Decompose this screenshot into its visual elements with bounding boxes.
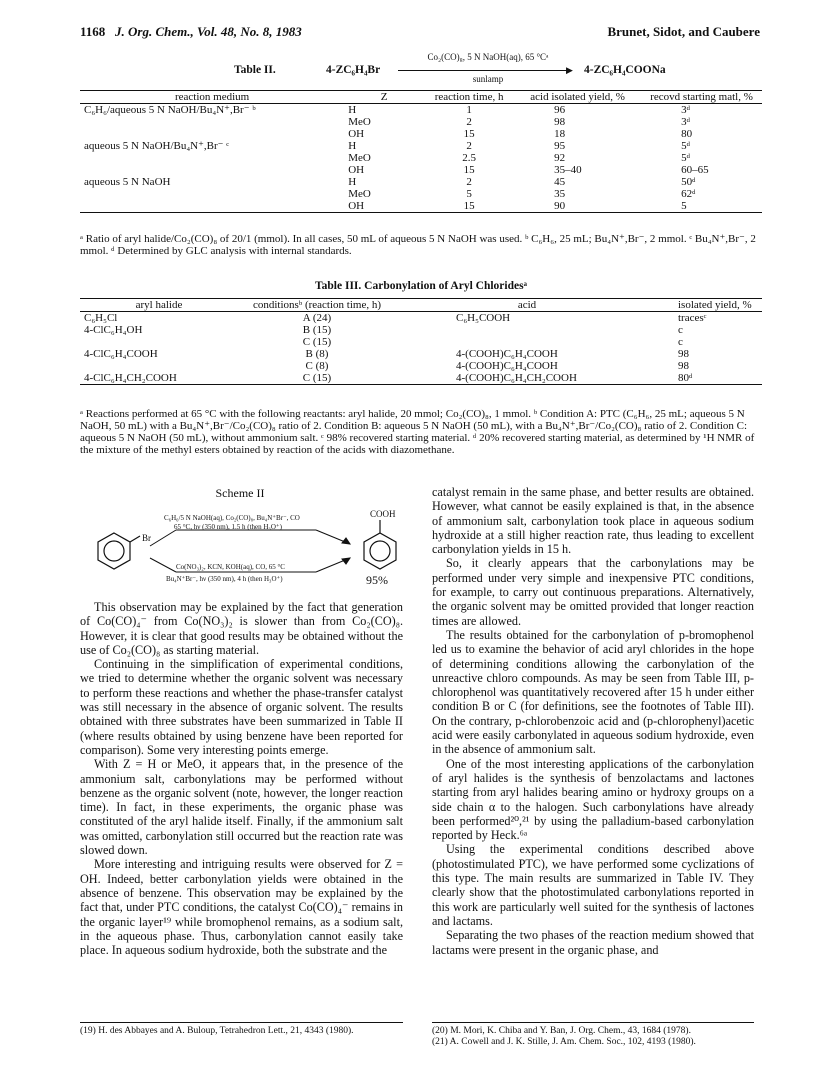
table3-cell: C (15) bbox=[302, 372, 332, 384]
table2-cell: 98 bbox=[554, 116, 566, 128]
scheme-substituent-br: Br bbox=[142, 533, 151, 543]
table2-cell: 5ᵈ bbox=[681, 140, 691, 152]
table3-cell: 4-ClC₆H₄COOH bbox=[84, 348, 158, 360]
table2-cell: 3ᵈ bbox=[681, 104, 691, 116]
table2-cell: 3ᵈ bbox=[681, 116, 691, 128]
table3-cell bbox=[80, 360, 238, 372]
body-paragraph: catalyst remain in the same phase, and better results are obtained. However, what cannot be easily explained is that, in the absence of ammonium salt, carbonylation took place in aqueous sodium hydroxide at a still higher reaction rate, thus leading to excellent carbonylation yields in 15 h. bbox=[432, 485, 754, 557]
table3-cell: C₆H₅COOH bbox=[456, 312, 511, 324]
table2-row bbox=[80, 200, 762, 213]
table2-row bbox=[80, 104, 762, 117]
benzene-ring-right-icon bbox=[364, 520, 396, 569]
table3-cell bbox=[80, 336, 238, 348]
table2-cell: 95 bbox=[554, 140, 566, 152]
table3-row bbox=[80, 348, 762, 360]
table2-cell: 5 bbox=[681, 200, 687, 212]
table3-header: aryl halide bbox=[135, 299, 183, 311]
table3-row bbox=[80, 360, 762, 372]
table2-header: Z bbox=[380, 91, 388, 103]
table2-cell bbox=[80, 188, 344, 200]
scheme2-title: Scheme II bbox=[215, 486, 265, 500]
table2-label: Table II. bbox=[234, 64, 276, 76]
table2-row bbox=[80, 188, 762, 200]
table2 bbox=[80, 90, 762, 213]
reference-entry: (19) H. des Abbayes and A. Buloup, Tetrahedron Lett., 21, 4343 (1980). bbox=[80, 1026, 354, 1036]
table3-row bbox=[80, 312, 762, 325]
table2-footnote: ᵃ Ratio of aryl halide/Co₂(CO)₈ of 20/1 (mmol). In all cases, 50 mL of aqueous 5 N NaOH was used. ᵇ C₆H₆, 25 mL; Bu₄N⁺,Br⁻, 2 mmol. ᶜ Bu₄N⁺,Br⁻, 2 mmol. ᵈ Determined by GLC analysis with internal standards. bbox=[80, 233, 756, 257]
table2-cell bbox=[80, 164, 344, 176]
table2-row bbox=[80, 140, 762, 152]
table3 bbox=[80, 298, 762, 385]
table3-cell: 4-ClC₆H₄OH bbox=[84, 324, 143, 336]
body-paragraph: So, it clearly appears that the carbonylations may be performed under very simple and inexpensive PTC conditions, for example, to carry out continuous preparations. Alternatively, the organic solvent may be omitted provided that longer reaction times are allowed. bbox=[432, 556, 754, 628]
table2-cell: 60–65 bbox=[681, 164, 709, 176]
table2-cell: 15 bbox=[463, 128, 475, 140]
references-left bbox=[80, 1022, 403, 1037]
table2-cell: OH bbox=[348, 164, 365, 176]
table2-cell: OH bbox=[348, 200, 365, 212]
arrow-conditions-below: sunlamp bbox=[472, 74, 504, 84]
table2-cell: 62ᵈ bbox=[681, 188, 696, 200]
body-column-right bbox=[432, 485, 754, 957]
table2-cell bbox=[80, 200, 344, 213]
table2-cell: 5ᵈ bbox=[681, 152, 691, 164]
table3-title: Table III. Carbonylation of Aryl Chloridesᵃ bbox=[315, 280, 527, 292]
scheme2 bbox=[80, 486, 420, 596]
table2-cell: 15 bbox=[463, 164, 475, 176]
table3-header: conditionsᵇ (reaction time, h) bbox=[252, 299, 382, 311]
table3-cell: 98 bbox=[678, 348, 689, 360]
journal-citation: J. Org. Chem., Vol. 48, No. 8, 1983 bbox=[115, 24, 302, 39]
body-paragraph: Separating the two phases of the reaction medium showed that lactams were present in the organic phase, and bbox=[432, 928, 754, 957]
table2-cell: 90 bbox=[554, 200, 566, 212]
table2-cell: 18 bbox=[554, 128, 566, 140]
table3-cell bbox=[396, 324, 658, 336]
table3-cell: 4-ClC₆H₄CH₂COOH bbox=[84, 372, 177, 384]
table2-reactant: 4-ZC₆H₄Br bbox=[326, 64, 381, 76]
table2-row bbox=[80, 116, 762, 128]
table3-header: isolated yield, % bbox=[678, 299, 752, 311]
table2-cell: 2 bbox=[466, 176, 472, 188]
table3-cell: B (8) bbox=[305, 348, 329, 360]
scheme-upper-conditions-2: 65 °C, hν (350 nm), 1.5 h (then H₃O⁺) bbox=[174, 523, 282, 531]
table2-cell: 15 bbox=[463, 200, 475, 212]
reference-entry: (20) M. Mori, K. Chiba and Y. Ban, J. Org. Chem., 43, 1684 (1978). bbox=[432, 1026, 691, 1036]
table2-cell: aqueous 5 N NaOH/Bu₄N⁺,Br⁻ ᶜ bbox=[84, 140, 230, 152]
table2-cell: 5 bbox=[466, 188, 472, 200]
table3-cell: c bbox=[678, 336, 683, 348]
table2-cell: aqueous 5 N NaOH bbox=[84, 176, 171, 188]
table2-cell: 35 bbox=[554, 188, 566, 200]
table3-footnote: ᵃ Reactions performed at 65 °C with the following reactants: aryl halide, 20 mmol; Co₂(CO)₈, 1 mmol. ᵇ Condition A: PTC (C₆H₆, 25 mL; aqueous 5 N NaOH, 50 mL) with a Bu₄N⁺,Br⁻/Co₂(CO)₈ ratio of 2. Condition B: aqueous 5 N NaOH (50 mL), with a Bu₄N⁺,Br⁻/Co₂(CO)₈ ratio of 2. Condition C: aqueous 5 N NaOH (50 mL), without ammonium salt. ᶜ 98% recovered starting material. ᵈ 20% recovered starting material, as determined by ¹H NMR of the mixture of the methyl esters obtained by reaction of the acids with diazomethane. bbox=[80, 408, 755, 456]
table2-title bbox=[80, 52, 760, 88]
scheme-substituent-cooh: COOH bbox=[370, 509, 396, 519]
table2-header: acid isolated yield, % bbox=[530, 91, 625, 103]
body-paragraph: With Z = H or MeO, it appears that, in the presence of the ammonium salt, carbonylations may be performed without benzene as the organic solvent (note, however, the longer reaction time). In fact, in these experiments, the organic phase was constituted of the aryl halide itself. Finally, if the ammonium salt was omitted, carbonylation still occurred but the reaction rate was slowed down. bbox=[80, 757, 403, 858]
table2-cell: 2.5 bbox=[462, 152, 476, 164]
arrow-head-icon: ▶ bbox=[566, 65, 573, 75]
reaction-arrow bbox=[398, 52, 578, 88]
table2-cell: 92 bbox=[554, 152, 566, 164]
table2-header: recovd starting matl, % bbox=[650, 91, 753, 103]
arrow-line bbox=[398, 70, 568, 71]
table3-row bbox=[80, 336, 762, 348]
table2-cell: 96 bbox=[554, 104, 566, 116]
table2-row bbox=[80, 164, 762, 176]
body-paragraph: The results obtained for the carbonylation of p-bromophenol led us to examine the behavior of acid aryl chlorides in the hope of determining conditions allowing the carbonylation of the unreactive chloro compounds. As may be seen from Table III, p-chlorophenol was quantitatively recovered after 15 h under either condition B or C (for definitions, see the footnotes of Table III). On the contrary, p-chlorobenzoic acid and (p-chlorophenyl)acetic acid were easily carbonylated in aqueous sodium hydroxide, even in the absence of ammonium salt. bbox=[432, 627, 754, 757]
table3-cell bbox=[396, 336, 658, 348]
arrow-conditions-above: Co₂(CO)₈, 5 N NaOH(aq), 65 °Cᵃ bbox=[427, 52, 549, 62]
table2-cell: MeO bbox=[348, 152, 371, 164]
table3-cell: 4-(COOH)C₆H₄CH₂COOH bbox=[456, 372, 577, 384]
references-right bbox=[432, 1022, 754, 1048]
table2-cell: H bbox=[348, 176, 357, 188]
author-header: Brunet, Sidot, and Caubere bbox=[607, 24, 760, 39]
scheme-yield: 95% bbox=[366, 573, 388, 587]
table2-cell: 1 bbox=[466, 104, 472, 116]
page-number: 1168 bbox=[80, 24, 106, 39]
table2-row bbox=[80, 176, 762, 188]
body-paragraph: Using the experimental conditions described above (photostimulated PTC), we have performed some cyclizations of this type. The main results are summarized in Table IV. They clearly show that the photostimulated carbonylations reported in this work are particularly well suited for the synthesis of lactones and lactams. bbox=[432, 842, 754, 928]
table3-cell: 80ᵈ bbox=[678, 372, 693, 384]
table3-row bbox=[80, 372, 762, 385]
table3-cell: 4-(COOH)C₆H₄COOH bbox=[456, 348, 558, 360]
body-column-left bbox=[80, 600, 403, 957]
table2-cell: MeO bbox=[348, 116, 371, 128]
table2-cell: C₆H₆/aqueous 5 N NaOH/Bu₄N⁺,Br⁻ ᵇ bbox=[84, 104, 256, 116]
table3-cell: 4-(COOH)C₆H₄COOH bbox=[456, 360, 558, 372]
table2-cell bbox=[80, 152, 344, 164]
table2-cell: 50ᵈ bbox=[681, 176, 696, 188]
table3-cell: B (15) bbox=[302, 324, 332, 336]
table2-cell: OH bbox=[348, 128, 365, 140]
table3-row bbox=[80, 324, 762, 336]
table2-row bbox=[80, 152, 762, 164]
table2-cell: 2 bbox=[466, 140, 472, 152]
table2-cell: 35–40 bbox=[554, 164, 582, 176]
upper-reaction-arrow-icon bbox=[150, 530, 350, 546]
body-paragraph: More interesting and intriguing results were observed for Z = OH. Indeed, better carbonylation yields were obtained in the absence of benzene. This observation may be explained by the fact that, under PTC conditions, the catalyst Co(CO)₄⁻ remains in the organic layer¹⁹ while bromophenol remains, as a sodium salt, in the aqueous phase. Thus, carbonylation cannot easily take place. In aqueous sodium hydroxide, both the substrate and the bbox=[80, 857, 403, 958]
table3-cell: C (15) bbox=[302, 336, 332, 348]
running-header bbox=[80, 24, 760, 44]
table2-cell: MeO bbox=[348, 188, 371, 200]
table3-cell: C₆H₅Cl bbox=[84, 312, 118, 324]
scheme-upper-conditions-1: C₆H₆/5 N NaOH(aq), Co₂(CO)₈, Bu₄N⁺Br⁻, CO bbox=[164, 514, 300, 522]
reference-entry: (21) A. Cowell and J. K. Stille, J. Am. Chem. Soc., 102, 4193 (1980). bbox=[432, 1037, 696, 1047]
table3-cell: c bbox=[678, 324, 683, 336]
table3-cell: A (24) bbox=[302, 312, 332, 324]
table2-product: 4-ZC₆H₄COONa bbox=[584, 64, 666, 76]
table2-body bbox=[80, 104, 762, 213]
table3-header: acid bbox=[517, 299, 537, 311]
table2-header: reaction time, h bbox=[434, 91, 504, 103]
table3-cell: tracesᶜ bbox=[678, 312, 707, 324]
scheme-lower-conditions-1: Co(NO₃)₂, KCN, KOH(aq), CO, 65 °C bbox=[176, 563, 285, 571]
table3-cell: 98 bbox=[678, 360, 689, 372]
body-paragraph: Continuing in the simplification of experimental conditions, we tried to determine whether the organic solvent was necessary to perform these reactions and whether the phase-transfer catalyst was still necessary in the absence of organic solvent. The results obtained with three substrates have been summarized in Table II (where results obtained by using benzene have been reported for comparison). Some very interesting points emerge. bbox=[80, 657, 403, 757]
table2-row bbox=[80, 128, 762, 140]
table3-cell: C (8) bbox=[305, 360, 329, 372]
benzene-ring-left-icon bbox=[98, 533, 140, 569]
body-paragraph: One of the most interesting applications of the carbonylation of aryl halides is the synthesis of benzolactams and lactones starting from aryl halides bearing amino or hydroxy groups on a side chain α to the halogen. Such carbonylations have already been performed²⁰,²¹ by using the palladium-based carbonylation reported by Heck.⁶ᵃ bbox=[432, 756, 754, 843]
table2-cell: 80 bbox=[681, 128, 693, 140]
body-paragraph: This observation may be explained by the fact that generation of Co(CO)₄⁻ from Co(NO₃)₂ is slower than from Co₂(CO)₈. However, it is clear that good results may be obtained without the use of Co₂(CO)₈ as starting material. bbox=[80, 600, 403, 657]
table2-cell bbox=[80, 128, 344, 140]
table2-cell: H bbox=[348, 104, 357, 116]
table2-cell: H bbox=[348, 140, 357, 152]
table3-body bbox=[80, 312, 762, 385]
table2-cell bbox=[80, 116, 344, 128]
table2-header: reaction medium bbox=[174, 91, 250, 103]
table2-cell: 45 bbox=[554, 176, 566, 188]
scheme-lower-conditions-2: Bu₄N⁺Br⁻, hν (350 nm), 4 h (then H₃O⁺) bbox=[166, 575, 283, 583]
table2-cell: 2 bbox=[466, 116, 472, 128]
